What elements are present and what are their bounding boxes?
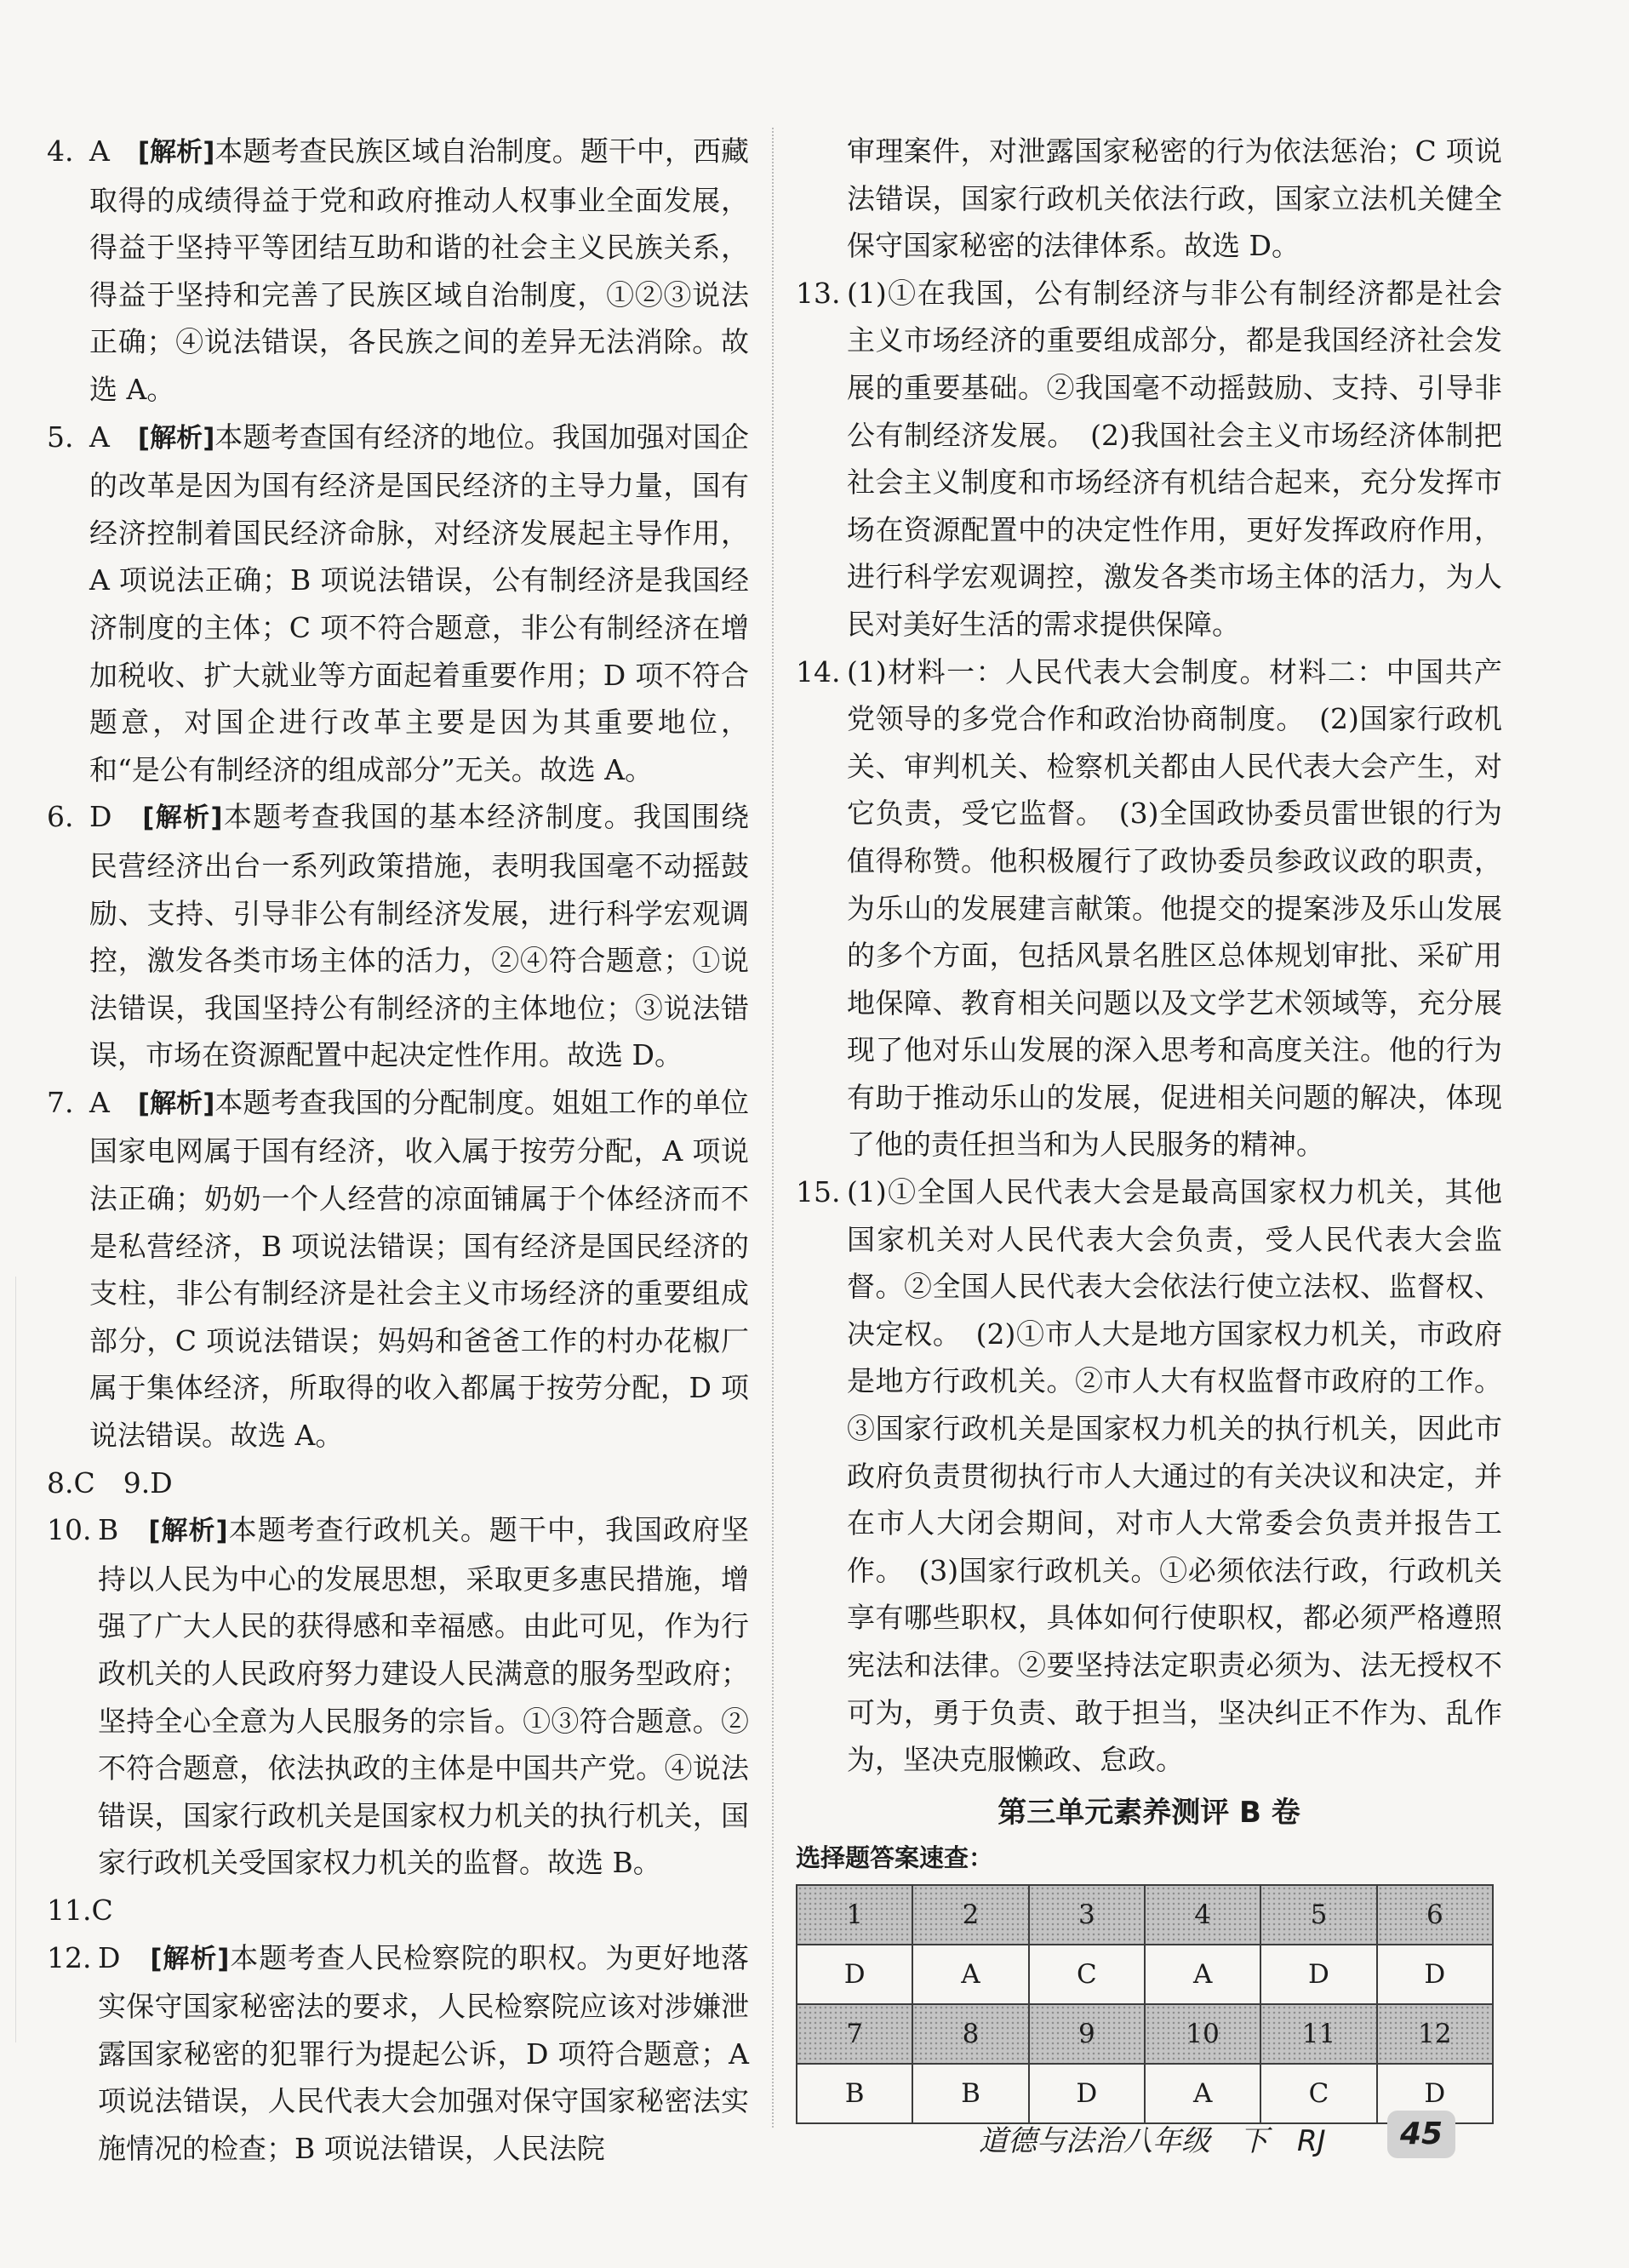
answer-cell: B <box>797 2064 912 2123</box>
item-text: (1)材料一：人民代表大会制度。材料二：中国共产党领导的多党合作和政治协商制度。 (2)国家行政机关、审判机关、检察机关都由人民代表大会产生，对它负责，受它监督。 (3)全国政协委员雷世银的行为值得称赞。他积极履行了政协委员参政议政的职责，为乐山的发展建言献策。他提交的提案涉及乐山发展的多个方面，包括风景名胜区总体规划审批、采矿用地保障、教育相关问题以及文学艺术领域等，充分展现了他对乐山发展的深入思考和高度关注。他的行为有助于推动乐山的发展，促进相关问题的解决，体现了他的责任担当和为人民服务的精神。 <box>847 654 1502 1162</box>
answer-item-15 <box>796 1168 1502 1784</box>
answer-cell: C <box>1029 1945 1145 2004</box>
item-text: (1)①在我国，公有制经济与非公有制经济都是社会主义市场经济的重要组成部分，都是我国经济社会发展的重要基础。②我国毫不动摇鼓励、支持、引导非公有制经济发展。 (2)我国社会主义市场经济体制把社会主义制度和市场经济有机结合起来，充分发挥市场在资源配置中的决定性作用，更好发挥政府作用，进行科学宏观调控，激发各类市场主体的活力，为人民对美好生活的需求提供保障。 <box>847 276 1502 641</box>
question-number: 4 <box>1145 1885 1260 1945</box>
item-answer: B <box>98 1513 119 1547</box>
answer-item-8-9: 8.C 9.D <box>47 1465 173 1500</box>
quick-answer-label: 选择题答案速查： <box>796 1842 994 1872</box>
item-number: 12. <box>47 1940 92 1974</box>
item-number: 4. <box>47 134 74 168</box>
analysis-tag: [解析] <box>137 137 215 168</box>
answer-cell: D <box>797 1945 912 2004</box>
column-divider <box>772 128 774 2128</box>
analysis-text: 本题考查国有经济的地位。我国加强对国企的改革是因为国有经济是国民经济的主导力量，国有经济控制着国民经济命脉，对经济发展起主导作用，A 项说法正确；B 项说法错误，公有制经济是我国经济制度的主体；C 项不符合题意，非公有制经济在增加税收、扩大就业等方面起着重要作用；D 项不符合题意，对国企进行改革主要是因为其重要地位，和“是公有制经济的组成部分”无关。故选 A。 <box>89 420 750 786</box>
answer-item-11: 11.C <box>47 1893 113 1927</box>
item-number: 15. <box>796 1175 841 1209</box>
right-column <box>796 128 1502 2124</box>
answer-item-5 <box>47 414 749 794</box>
answer-item-6 <box>47 793 749 1079</box>
analysis-text: 本题考查我国的基本经济制度。我国围绕民营经济出台一系列政策措施，表明我国毫不动摇鼓励、支持、引导非公有制经济发展，进行科学宏观调控，激发各类市场主体的活力，②④符合题意；①说法错误，我国坚持公有制经济的主体地位；③说法错误，市场在资源配置中起决定性作用。故选 D。 <box>89 800 750 1072</box>
analysis-tag: [解析] <box>137 1088 215 1119</box>
item-number: 6. <box>47 800 74 834</box>
analysis-text: 本题考查我国的分配制度。姐姐工作的单位国家电网属于国有经济，收入属于按劳分配，A 项说法正确；奶奶一个人经营的凉面铺属于个体经济而不是私营经济，B 项说法错误；国有经济是国民经济的支柱，非公有制经济是社会主义市场经济的重要组成部分，C 项说法错误；妈妈和爸爸工作的村办花椒厂属于集体经济，所取得的收入都属于按劳分配，D 项说法错误。故选 A。 <box>89 1085 750 1453</box>
question-number: 5 <box>1260 1885 1376 1945</box>
item-number: 5. <box>47 420 74 454</box>
analysis-tag: [解析] <box>148 1516 228 1547</box>
analysis-text: 本题考查人民检察院的职权。为更好地落实保守国家秘密法的要求，人民检察院应该对涉嫌泄露国家秘密的犯罪行为提起公诉，D 项符合题意；A 项说法错误，人民代表大会加强对保守国家秘密法实施情况的检查；B 项说法错误，人民法院 <box>98 1940 750 2165</box>
answer-cell: C <box>1260 2064 1376 2123</box>
left-column <box>47 128 749 2173</box>
analysis-tag: [解析] <box>150 1943 230 1974</box>
answer-item-13 <box>796 270 1502 648</box>
answer-cell: A <box>912 1945 1028 2004</box>
question-number: 10 <box>1145 2004 1260 2064</box>
question-number: 3 <box>1029 1885 1145 1945</box>
item-answer: A <box>89 134 110 168</box>
answer-table-answer-row <box>797 1945 1493 2004</box>
page-edge-line <box>15 1277 16 2042</box>
question-number: 2 <box>912 1885 1028 1945</box>
answer-item-14 <box>796 648 1502 1169</box>
unit-test-title: 第三单元素养测评 B 卷 <box>997 1795 1300 1830</box>
question-number: 12 <box>1377 2004 1493 2064</box>
footer-subject: 道德与法治八年级 下 RJ <box>979 2124 1326 2158</box>
question-number: 8 <box>912 2004 1028 2064</box>
answer-table-number-row <box>797 2004 1493 2064</box>
answer-item-10 <box>47 1506 749 1887</box>
answer-item-12 <box>47 1934 749 2173</box>
answer-item-7 <box>47 1079 749 1460</box>
question-number: 7 <box>797 2004 912 2064</box>
answer-cell: D <box>1377 1945 1493 2004</box>
analysis-text: 本题考查行政机关。题干中，我国政府坚持以人民为中心的发展思想，采取更多惠民措施，增强了广大人民的获得感和幸福感。由此可见，作为行政机关的人民政府努力建设人民满意的服务型政府；坚持全心全意为人民服务的宗旨。①③符合题意。②不符合题意，依法执政的主体是中国共产党。④说法错误，国家行政机关是国家权力机关的执行机关，国家行政机关受国家权力机关的监督。故选 B。 <box>98 1513 750 1880</box>
answer-table-number-row <box>797 1885 1493 1945</box>
analysis-tag: [解析] <box>142 803 223 834</box>
item-answer: A <box>89 420 110 454</box>
page-number-badge: 45 <box>1387 2111 1455 2158</box>
answer-cell: D <box>1029 2064 1145 2123</box>
answer-cell: D <box>1260 1945 1376 2004</box>
answer-cell: B <box>912 2064 1028 2123</box>
analysis-tag: [解析] <box>137 422 215 454</box>
item-number: 14. <box>796 654 841 688</box>
answer-cell: A <box>1145 1945 1260 2004</box>
question-number: 6 <box>1377 1885 1493 1945</box>
item-number: 13. <box>796 276 841 310</box>
question-number: 11 <box>1260 2004 1376 2064</box>
item-text: (1)①全国人民代表大会是最高国家权力机关，其他国家机关对人民代表大会负责，受人民代表大会监督。②全国人民代表大会依法行使立法权、监督权、决定权。 (2)①市人大是地方国家权力机关，市政府是地方行政机关。②市人大有权监督市政府的工作。③国家行政机关是国家权力机关的执行机关，因此市政府负责贯彻执行市人大通过的有关决议和决定，并在市人大闭会期间，对市人大常委会负责并报告工作。 (3)国家行政机关。①必须依法行政，行政机关享有哪些职权，具体如何行使职权，都必须严格遵照宪法和法律。②要坚持法定职责必须为、法无授权不可为，勇于负责、敢于担当，坚决纠正不作为、乱作为，坚决克服懒政、怠政。 <box>847 1175 1502 1777</box>
item-number: 10. <box>47 1513 92 1547</box>
page-footer <box>979 2111 1455 2162</box>
answer-cell: A <box>1145 2064 1260 2123</box>
answer-cell: D <box>1377 2064 1493 2123</box>
item-number: 7. <box>47 1085 74 1119</box>
item-answer: A <box>89 1085 110 1119</box>
question-number: 1 <box>797 1885 912 1945</box>
answer-item-12-continued: 审理案件，对泄露国家秘密的行为依法惩治；C 项说法错误，国家行政机关依法行政，国家立法机关健全保守国家秘密的法律体系。故选 D。 <box>847 134 1502 263</box>
item-answer: D <box>98 1940 121 1974</box>
analysis-text: 本题考查民族区域自治制度。题干中，西藏取得的成绩得益于党和政府推动人权事业全面发展，得益于坚持平等团结互助和谐的社会主义民族关系，得益于坚持和完善了民族区域自治制度，①②③说法正确；④说法错误，各民族之间的差异无法消除。故选 A。 <box>89 134 750 406</box>
answer-table <box>796 1884 1494 2124</box>
answer-item-4 <box>47 128 749 414</box>
item-answer: D <box>89 800 112 834</box>
question-number: 9 <box>1029 2004 1145 2064</box>
